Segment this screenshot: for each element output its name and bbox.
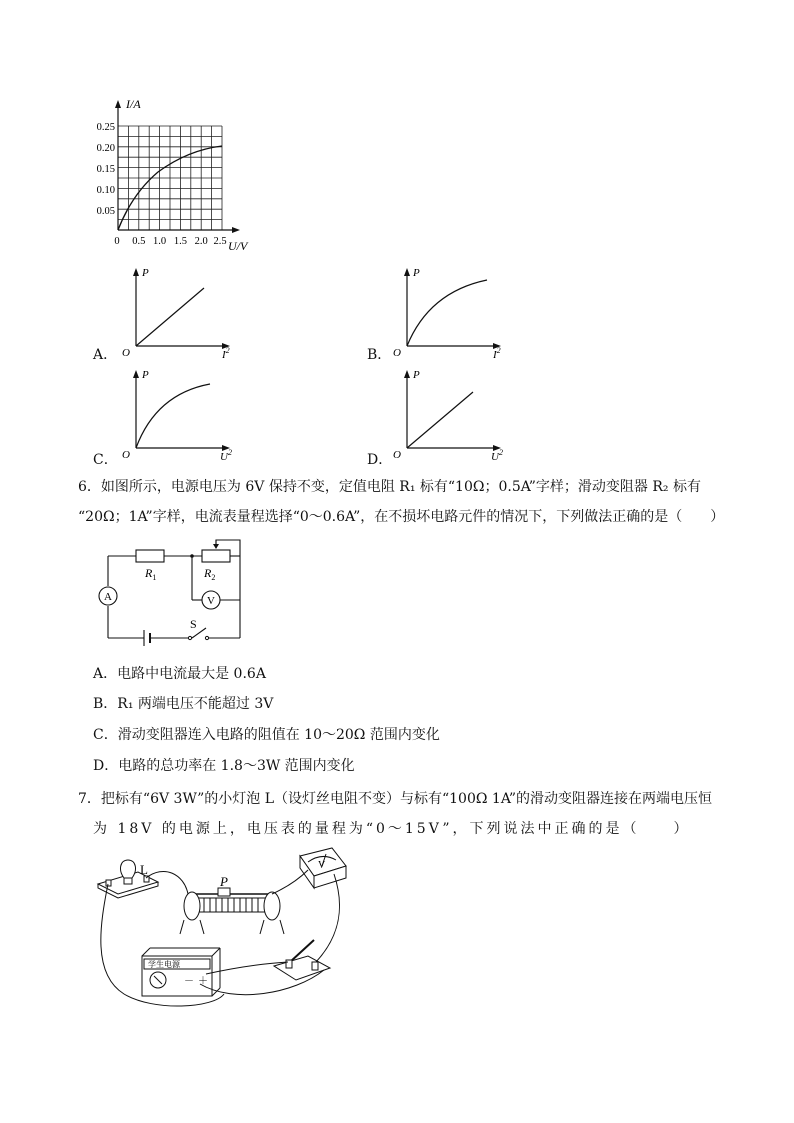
r1-resistor	[136, 550, 164, 562]
q7-stem-line2: 为 18V 的电源上，电压表的量程为“0～15V”，下列说法中正确的是（ ）	[93, 821, 691, 837]
option-d-x-sup: 2	[498, 448, 503, 457]
iu-x-tick: 2.0	[194, 236, 208, 247]
r2-sub: 2	[211, 573, 216, 582]
iu-x-tick: 0	[114, 236, 120, 247]
q6-option-a[interactable]: A．电路中电流最大是 0.6A	[93, 666, 266, 682]
r1-label: R	[145, 566, 153, 580]
iu-y-label: I/A	[126, 97, 141, 111]
option-c-origin: O	[122, 449, 130, 461]
option-a-origin: O	[122, 347, 130, 359]
option-b-letter[interactable]: B．	[367, 347, 392, 363]
option-c-letter[interactable]: C．	[93, 452, 118, 468]
option-a-y: P	[142, 267, 149, 279]
iu-y-arrow	[115, 100, 121, 108]
option-d-graph	[387, 364, 517, 464]
q6-option-d[interactable]: D．电路的总功率在 1.8～3W 范围内变化	[93, 758, 355, 774]
option-b-curve	[407, 280, 487, 346]
iu-y-tick: 0.25	[96, 122, 115, 133]
option-b-y: P	[413, 267, 420, 279]
option-c-x: U	[220, 451, 228, 463]
q6-stem-line2: “20Ω；1A”字样，电流表量程选择“0～0.6A”，在不损坏电路元件的情况下，下列做法正确的是（ ）	[78, 509, 725, 525]
r1-sub: 1	[152, 573, 157, 582]
iu-y-tick: 0.20	[96, 143, 115, 154]
q7-lamp-label: L	[140, 862, 148, 877]
q7-minus-label: －	[184, 976, 194, 987]
q6-circuit	[96, 536, 256, 646]
switch-board	[274, 956, 330, 980]
svg-text:U2	[220, 448, 232, 463]
q7-meter-label: V	[318, 860, 326, 871]
option-a-graph	[116, 262, 246, 362]
svg-text:I2	[221, 346, 230, 361]
bulb-icon	[121, 860, 136, 878]
voltmeter-label: V	[207, 595, 215, 607]
option-a-x: I	[222, 349, 226, 361]
option-d-y: P	[413, 369, 420, 381]
q7-power-label: 学生电源	[148, 960, 180, 969]
switch-label: S	[190, 617, 197, 631]
option-b-graph	[387, 262, 517, 362]
iu-y-tick: 0.05	[96, 206, 115, 217]
iu-x-arrow	[232, 227, 240, 233]
svg-text:U2	[491, 448, 503, 463]
q6-option-c[interactable]: C．滑动变阻器连入电路的阻值在 10～20Ω 范围内变化	[93, 727, 440, 743]
q7-stem-line1: 7．把标有“6V 3W”的小灯泡 L（设灯丝电阻不变）与标有“100Ω 1A”的滑动变阻器连接在两端电压恒	[78, 791, 713, 807]
option-d-curve	[407, 392, 473, 448]
iu-graph	[88, 94, 268, 254]
svg-text:R1	[144, 566, 156, 582]
iu-x-label: U/V	[228, 239, 248, 253]
q7-circuit-figure	[94, 844, 364, 1014]
option-a-x-sup: 2	[225, 346, 230, 355]
option-a-letter[interactable]: A．	[93, 347, 118, 363]
ammeter-label: A	[104, 591, 112, 603]
q7-plus-label: ＋	[198, 976, 208, 987]
iu-y-tick: 0.10	[96, 185, 115, 196]
option-a-curve	[136, 288, 204, 346]
option-c-y: P	[142, 369, 149, 381]
iu-y-tick: 0.15	[96, 164, 115, 175]
q6-stem-line1: 6．如图所示，电源电压为 6V 保持不变，定值电阻 R₁ 标有“10Ω；0.5A”字样；滑动变阻器 R₂ 标有	[78, 479, 701, 495]
option-d-x: U	[491, 451, 499, 463]
iu-x-tick: 1.5	[173, 236, 187, 247]
option-b-origin: O	[393, 347, 401, 359]
iu-grid	[118, 126, 222, 230]
r2-resistor	[202, 550, 230, 562]
iu-x-tick: 0.5	[132, 236, 146, 247]
option-c-x-sup: 2	[227, 448, 232, 457]
option-d-letter[interactable]: D．	[367, 452, 393, 468]
r2-label: R	[204, 566, 212, 580]
option-c-curve	[136, 384, 210, 448]
option-c-graph	[116, 364, 246, 464]
iu-x-tick: 2.5	[213, 236, 227, 247]
svg-text:I2	[492, 346, 501, 361]
option-b-x: I	[493, 349, 497, 361]
option-d-origin: O	[393, 449, 401, 461]
q6-option-b[interactable]: B．R₁ 两端电压不能超过 3V	[93, 696, 274, 712]
q7-slider-label: P	[220, 874, 228, 889]
svg-text:R2	[203, 566, 215, 582]
iu-x-tick: 1.0	[153, 236, 167, 247]
option-b-x-sup: 2	[496, 346, 501, 355]
